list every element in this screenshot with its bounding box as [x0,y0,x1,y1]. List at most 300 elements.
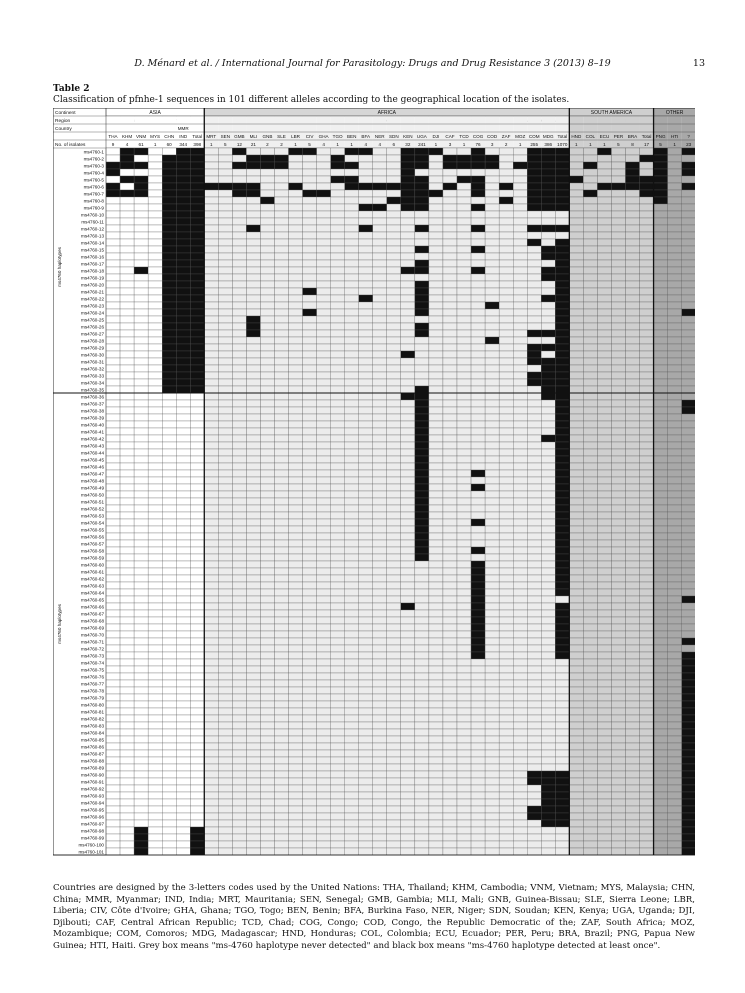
haplotype-label: ms4760-46 [81,464,104,470]
haplotype-cell [162,561,176,568]
haplotype-cell [401,589,415,596]
haplotype-cell [569,218,583,225]
haplotype-cell [485,659,499,666]
haplotype-cell [597,729,611,736]
haplotype-cell [260,589,274,596]
haplotype-cell [611,435,625,442]
haplotype-cell [471,330,485,337]
haplotype-cell [176,694,190,701]
haplotype-cell [218,239,232,246]
haplotype-cell [499,351,513,358]
haplotype-label: ms4760-45 [81,457,104,463]
haplotype-cell [232,652,246,659]
haplotype-cell [555,428,569,435]
haplotype-label: ms4760-61 [81,569,104,575]
haplotype-cell [682,176,695,183]
haplotype-cell [429,456,443,463]
haplotype-cell [218,274,232,281]
haplotype-cell [204,435,218,442]
haplotype-cell [668,778,682,785]
haplotype-cell [583,827,597,834]
haplotype-cell [120,386,134,393]
haplotype-cell [654,694,668,701]
haplotype-cell [597,722,611,729]
haplotype-cell [499,372,513,379]
haplotype-cell [162,407,176,414]
haplotype-cell [555,743,569,750]
haplotype-label: ms4760-70 [81,632,104,638]
haplotype-cell [415,274,429,281]
haplotype-cell [569,211,583,218]
haplotype-cell [429,484,443,491]
haplotype-cell [625,806,639,813]
haplotype-cell [274,190,288,197]
haplotype-cell [611,386,625,393]
haplotype-cell [682,617,695,624]
haplotype-cell [317,351,331,358]
haplotype-cell [499,631,513,638]
haplotype-cell [232,827,246,834]
haplotype-cell [190,547,204,554]
haplotype-cell [176,477,190,484]
haplotype-cell [541,799,555,806]
haplotype-cell [373,183,387,190]
haplotype-cell [303,659,317,666]
haplotype-cell [274,400,288,407]
haplotype-cell [106,295,120,302]
haplotype-cell [499,729,513,736]
haplotype-cell [176,519,190,526]
haplotype-cell [415,554,429,561]
haplotype-cell [120,477,134,484]
haplotype-cell [471,239,485,246]
haplotype-cell [274,624,288,631]
haplotype-cell [429,344,443,351]
haplotype-cell [204,631,218,638]
haplotype-cell [499,792,513,799]
haplotype-cell [106,771,120,778]
haplotype-cell [387,386,401,393]
haplotype-cell [668,680,682,687]
haplotype-cell [555,645,569,652]
haplotype-cell [654,680,668,687]
haplotype-cell [232,274,246,281]
haplotype-label: ms4760-35 [81,387,104,393]
haplotype-cell [541,694,555,701]
haplotype-cell [401,239,415,246]
haplotype-cell [218,568,232,575]
haplotype-cell [204,533,218,540]
haplotype-cell [415,652,429,659]
haplotype-cell [232,344,246,351]
haplotype-cell [682,211,695,218]
haplotype-cell [134,344,148,351]
haplotype-cell [597,190,611,197]
haplotype-cell [541,197,555,204]
haplotype-cell [654,351,668,358]
haplotype-cell [583,841,597,848]
haplotype-cell [429,610,443,617]
haplotype-cell [513,813,527,820]
haplotype-cell [232,197,246,204]
haplotype-cell [513,393,527,400]
haplotype-cell [176,813,190,820]
haplotype-cell [303,421,317,428]
haplotype-cell [218,736,232,743]
haplotype-cell [471,218,485,225]
haplotype-cell [527,659,541,666]
haplotype-cell [260,820,274,827]
haplotype-cell [106,540,120,547]
haplotype-cell [654,638,668,645]
haplotype-cell [611,701,625,708]
haplotype-cell [106,372,120,379]
haplotype-cell [597,477,611,484]
haplotype-cell [303,722,317,729]
haplotype-cell [331,708,345,715]
haplotype-cell [471,344,485,351]
haplotype-cell [527,183,541,190]
haplotype-cell [204,687,218,694]
haplotype-label: ms4760-100 [78,842,104,848]
haplotype-cell [597,505,611,512]
haplotype-cell [682,232,695,239]
haplotype-cell [415,344,429,351]
haplotype-cell [176,260,190,267]
haplotype-cell [106,743,120,750]
haplotype-cell [541,666,555,673]
haplotype-cell [260,176,274,183]
haplotype-label: ms4760-68 [81,618,104,624]
haplotype-cell [148,589,162,596]
haplotype-cell [625,764,639,771]
haplotype-cell [387,435,401,442]
haplotype-cell [611,190,625,197]
haplotype-cell [443,757,457,764]
haplotype-cell [471,211,485,218]
haplotype-cell [583,218,597,225]
haplotype-cell [499,533,513,540]
haplotype-cell [654,631,668,638]
haplotype-cell [443,701,457,708]
haplotype-cell [668,750,682,757]
haplotype-cell [162,575,176,582]
haplotype-cell [429,330,443,337]
haplotype-cell [359,288,373,295]
haplotype-cell [415,365,429,372]
haplotype-cell [345,652,359,659]
haplotype-cell [611,687,625,694]
haplotype-cell [345,750,359,757]
haplotype-cell [640,330,654,337]
haplotype-cell [162,470,176,477]
country-code: MRT [206,134,217,139]
haplotype-cell [373,428,387,435]
haplotype-cell [148,183,162,190]
haplotype-cell [443,190,457,197]
haplotype-cell [246,757,260,764]
haplotype-cell [359,582,373,589]
haplotype-cell [317,386,331,393]
haplotype-cell [232,435,246,442]
haplotype-cell [289,813,303,820]
haplotype-cell [513,547,527,554]
haplotype-cell [527,162,541,169]
haplotype-cell [317,813,331,820]
haplotype-cell [471,442,485,449]
haplotype-cell [246,589,260,596]
isolate-count: 17 [643,142,650,147]
haplotype-cell [471,666,485,673]
haplotype-cell [443,421,457,428]
haplotype-cell [527,498,541,505]
haplotype-cell [485,498,499,505]
haplotype-cell [176,253,190,260]
haplotype-cell [401,736,415,743]
haplotype-cell [148,204,162,211]
haplotype-cell [317,841,331,848]
haplotype-cell [527,190,541,197]
haplotype-cell [527,218,541,225]
haplotype-cell [232,596,246,603]
haplotype-cell [668,176,682,183]
haplotype-cell [457,638,471,645]
haplotype-cell [499,617,513,624]
haplotype-cell [120,841,134,848]
haplotype-cell [303,638,317,645]
haplotype-cell [682,778,695,785]
haplotype-cell [359,351,373,358]
haplotype-cell [120,302,134,309]
haplotype-cell [668,848,682,855]
haplotype-cell [485,302,499,309]
haplotype-cell [289,519,303,526]
haplotype-cell [499,267,513,274]
haplotype-cell [162,589,176,596]
haplotype-cell [668,484,682,491]
haplotype-cell [415,421,429,428]
haplotype-cell [415,666,429,673]
haplotype-cell [246,148,260,155]
haplotype-cell [625,260,639,267]
haplotype-cell [527,526,541,533]
haplotype-cell [471,197,485,204]
haplotype-cell [401,204,415,211]
haplotype-cell [485,764,499,771]
haplotype-cell [555,491,569,498]
isolate-count: 1 [673,142,676,147]
haplotype-cell [471,806,485,813]
haplotype-cell [527,302,541,309]
haplotype-cell [232,519,246,526]
haplotype-cell [415,351,429,358]
haplotype-cell [625,379,639,386]
haplotype-cell [541,260,555,267]
haplotype-cell [682,393,695,400]
haplotype-cell [471,519,485,526]
haplotype-cell [682,372,695,379]
haplotype-cell [640,246,654,253]
haplotype-cell [148,673,162,680]
haplotype-cell [274,379,288,386]
haplotype-cell [120,785,134,792]
haplotype-cell [387,414,401,421]
haplotype-cell [190,232,204,239]
haplotype-cell [373,400,387,407]
haplotype-cell [485,701,499,708]
haplotype-cell [471,610,485,617]
haplotype-cell [429,428,443,435]
haplotype-cell [429,197,443,204]
haplotype-cell [303,295,317,302]
haplotype-cell [204,260,218,267]
haplotype-cell [611,400,625,407]
haplotype-cell [134,386,148,393]
haplotype-cell [401,778,415,785]
haplotype-cell [148,190,162,197]
haplotype-cell [401,722,415,729]
haplotype-cell [359,771,373,778]
haplotype-cell [317,673,331,680]
haplotype-cell [625,736,639,743]
haplotype-cell [471,162,485,169]
haplotype-cell [485,428,499,435]
haplotype-cell [429,288,443,295]
haplotype-cell [190,148,204,155]
haplotype-cell [541,344,555,351]
haplotype-cell [583,568,597,575]
haplotype-cell [260,253,274,260]
haplotype-cell [654,750,668,757]
haplotype-cell [232,617,246,624]
haplotype-cell [260,477,274,484]
haplotype-cell [654,267,668,274]
haplotype-cell [387,526,401,533]
haplotype-cell [176,687,190,694]
haplotype-cell [625,498,639,505]
haplotype-cell [541,218,555,225]
haplotype-cell [401,568,415,575]
haplotype-cell [682,757,695,764]
haplotype-cell [443,470,457,477]
haplotype-cell [597,162,611,169]
haplotype-cell [345,281,359,288]
haplotype-cell [317,519,331,526]
haplotype-cell [359,267,373,274]
haplotype-cell [541,610,555,617]
haplotype-cell [331,834,345,841]
haplotype-cell [654,358,668,365]
haplotype-cell [204,771,218,778]
haplotype-cell [274,631,288,638]
haplotype-label: ms4760-77 [81,681,104,687]
haplotype-cell [485,582,499,589]
haplotype-cell [120,834,134,841]
haplotype-cell [120,260,134,267]
haplotype-cell [541,575,555,582]
haplotype-cell [331,239,345,246]
haplotype-cell [373,512,387,519]
haplotype-cell [120,246,134,253]
haplotype-cell [640,673,654,680]
haplotype-cell [218,631,232,638]
haplotype-cell [387,211,401,218]
haplotype-cell [668,799,682,806]
haplotype-cell [471,799,485,806]
haplotype-cell [654,197,668,204]
haplotype-cell [499,498,513,505]
haplotype-cell [373,456,387,463]
haplotype-cell [260,561,274,568]
haplotype-cell [640,582,654,589]
haplotype-cell [204,736,218,743]
haplotype-cell [654,743,668,750]
haplotype-cell [260,372,274,379]
haplotype-cell [415,197,429,204]
haplotype-cell [654,799,668,806]
haplotype-cell [373,239,387,246]
haplotype-cell [513,603,527,610]
haplotype-cell [331,421,345,428]
haplotype-cell [611,260,625,267]
haplotype-cell [415,687,429,694]
haplotype-cell [625,666,639,673]
haplotype-cell [218,351,232,358]
haplotype-cell [387,694,401,701]
haplotype-cell [373,841,387,848]
haplotype-cell [569,624,583,631]
haplotype-cell [415,736,429,743]
haplotype-cell [583,799,597,806]
haplotype-label: ms4760-20 [81,282,104,288]
haplotype-cell [625,610,639,617]
haplotype-cell [331,533,345,540]
haplotype-cell [218,169,232,176]
haplotype-cell [485,610,499,617]
haplotype-cell [611,834,625,841]
haplotype-label: ms4760-73 [81,653,104,659]
haplotype-cell [485,239,499,246]
haplotype-cell [611,526,625,533]
haplotype-cell [443,547,457,554]
haplotype-cell [134,554,148,561]
haplotype-cell [668,463,682,470]
haplotype-cell [541,386,555,393]
haplotype-cell [541,631,555,638]
haplotype-cell [457,365,471,372]
haplotype-cell [260,659,274,666]
haplotype-cell [274,414,288,421]
haplotype-cell [134,309,148,316]
country-code: MYS [150,134,161,139]
haplotype-cell [232,225,246,232]
haplotype-cell [162,211,176,218]
haplotype-cell [471,659,485,666]
haplotype-cell [654,827,668,834]
haplotype-cell [106,778,120,785]
haplotype-cell [303,344,317,351]
haplotype-cell [345,589,359,596]
haplotype-cell [232,743,246,750]
haplotype-cell [345,603,359,610]
haplotype-cell [513,519,527,526]
haplotype-cell [120,547,134,554]
haplotype-cell [415,218,429,225]
haplotype-cell [303,169,317,176]
haplotype-cell [246,491,260,498]
haplotype-cell [513,449,527,456]
haplotype-cell [555,533,569,540]
